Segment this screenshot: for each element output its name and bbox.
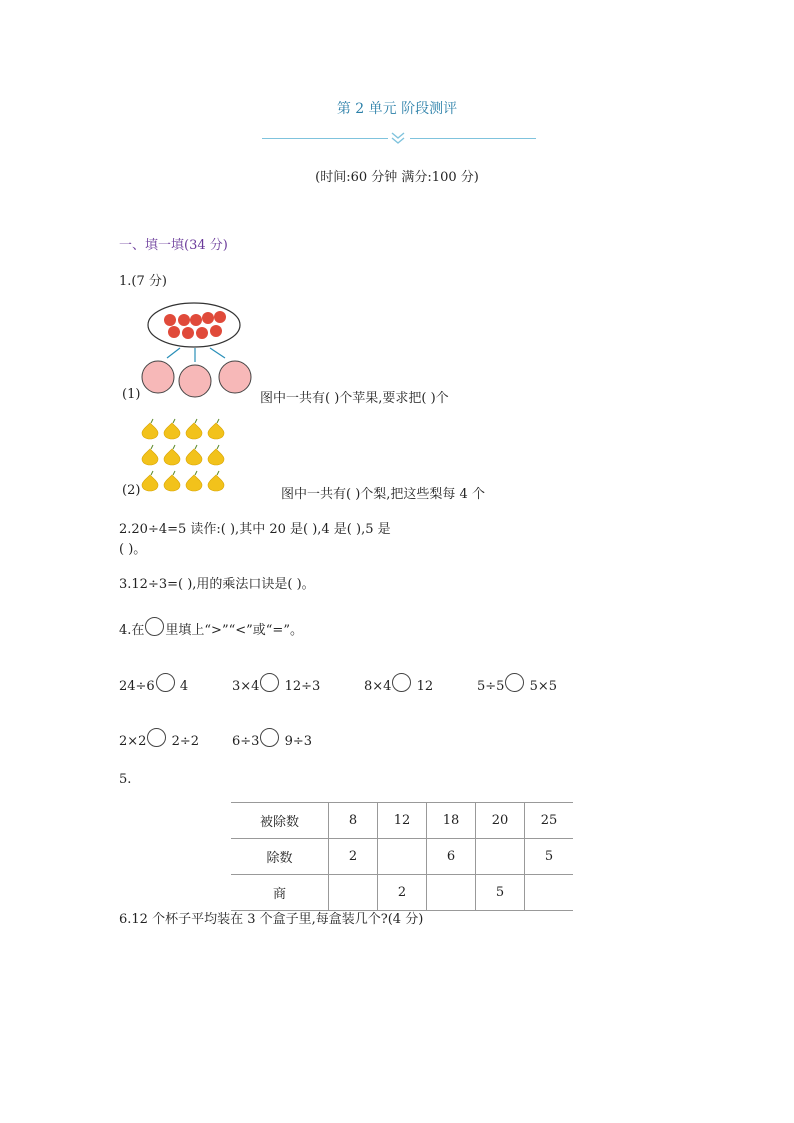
table-cell: 2 bbox=[329, 839, 378, 875]
table-cell: 2 bbox=[378, 875, 427, 911]
table-cell[interactable] bbox=[427, 875, 476, 911]
table-row bbox=[231, 839, 573, 875]
q4-item bbox=[119, 673, 188, 694]
q1-part2-number: (2) bbox=[122, 483, 141, 498]
q4-expr-left: 8×4 bbox=[364, 679, 392, 694]
division-table bbox=[231, 802, 573, 911]
q4-expr-right: 9÷3 bbox=[284, 734, 313, 749]
q4-expr-left: 5÷5 bbox=[477, 679, 505, 694]
q1-part2-text: 图中一共有( )个梨,把这些梨每 4 个 bbox=[281, 487, 485, 502]
pear-grid bbox=[138, 418, 230, 498]
table-cell: 5 bbox=[476, 875, 525, 911]
table-cell: 8 bbox=[329, 803, 378, 839]
table-cell: 被除数 bbox=[231, 803, 329, 839]
table-cell: 6 bbox=[427, 839, 476, 875]
q4-expr-left: 3×4 bbox=[232, 679, 260, 694]
answer-circle[interactable] bbox=[147, 728, 166, 747]
table-cell: 5 bbox=[525, 839, 574, 875]
q4-item bbox=[119, 728, 199, 749]
q4-label-post: 里填上“>”“<”或“=”。 bbox=[165, 623, 303, 638]
table-cell: 商 bbox=[231, 875, 329, 911]
q4-item bbox=[232, 728, 312, 749]
table-row bbox=[231, 875, 573, 911]
q1-part1-number: (1) bbox=[122, 387, 141, 402]
table-cell: 除数 bbox=[231, 839, 329, 875]
q4-item bbox=[364, 673, 433, 694]
q4-expr-right: 5×5 bbox=[529, 679, 558, 694]
answer-circle[interactable] bbox=[392, 673, 411, 692]
table-cell: 12 bbox=[378, 803, 427, 839]
q4-expr-right: 4 bbox=[179, 679, 189, 694]
answer-circle[interactable] bbox=[260, 673, 279, 692]
double-chevron-icon bbox=[389, 130, 407, 146]
compare-circle-icon bbox=[145, 617, 164, 636]
q4-expr-left: 2×2 bbox=[119, 734, 147, 749]
q4-expr-left: 6÷3 bbox=[232, 734, 260, 749]
q4-instruction bbox=[119, 617, 303, 638]
q2-line2: ( )。 bbox=[119, 542, 147, 557]
q6-text: 6.12 个杯子平均装在 3 个盒子里,每盒装几个?(4 分) bbox=[119, 912, 424, 927]
table-cell: 20 bbox=[476, 803, 525, 839]
page-title: 第 2 单元 阶段测评 bbox=[336, 101, 458, 117]
q3-text: 3.12÷3=( ),用的乘法口诀是( )。 bbox=[119, 577, 315, 592]
answer-circle[interactable] bbox=[505, 673, 524, 692]
table-row bbox=[231, 803, 573, 839]
q4-label-pre: 4.在 bbox=[119, 623, 145, 638]
table-cell[interactable] bbox=[378, 839, 427, 875]
q4-expr-left: 24÷6 bbox=[119, 679, 155, 694]
q1-part1-text: 图中一共有( )个苹果,要求把( )个 bbox=[260, 391, 449, 406]
title-divider-left bbox=[262, 138, 388, 139]
title-divider-right bbox=[410, 138, 536, 139]
q4-expr-right: 12÷3 bbox=[284, 679, 321, 694]
table-cell[interactable] bbox=[525, 875, 574, 911]
table-cell[interactable] bbox=[476, 839, 525, 875]
q4-item bbox=[232, 673, 320, 694]
q4-expr-right: 12 bbox=[416, 679, 434, 694]
answer-circle[interactable] bbox=[260, 728, 279, 747]
q1-label: 1.(7 分) bbox=[119, 274, 167, 289]
pear-icon bbox=[142, 423, 224, 491]
answer-circle[interactable] bbox=[156, 673, 175, 692]
q5-label: 5. bbox=[119, 772, 132, 787]
table-cell[interactable] bbox=[329, 875, 378, 911]
q2-line1: 2.20÷4=5 读作:( ),其中 20 是( ),4 是( ),5 是 bbox=[119, 522, 391, 537]
arrow-icon bbox=[167, 348, 225, 362]
table-cell: 18 bbox=[427, 803, 476, 839]
exam-info: (时间:60 分钟 满分:100 分) bbox=[315, 170, 479, 185]
q4-item bbox=[477, 673, 557, 694]
table-cell: 25 bbox=[525, 803, 574, 839]
q4-expr-right: 2÷2 bbox=[171, 734, 200, 749]
section-heading: 一、填一填(34 分) bbox=[119, 238, 228, 253]
apple-diagram bbox=[140, 300, 260, 398]
